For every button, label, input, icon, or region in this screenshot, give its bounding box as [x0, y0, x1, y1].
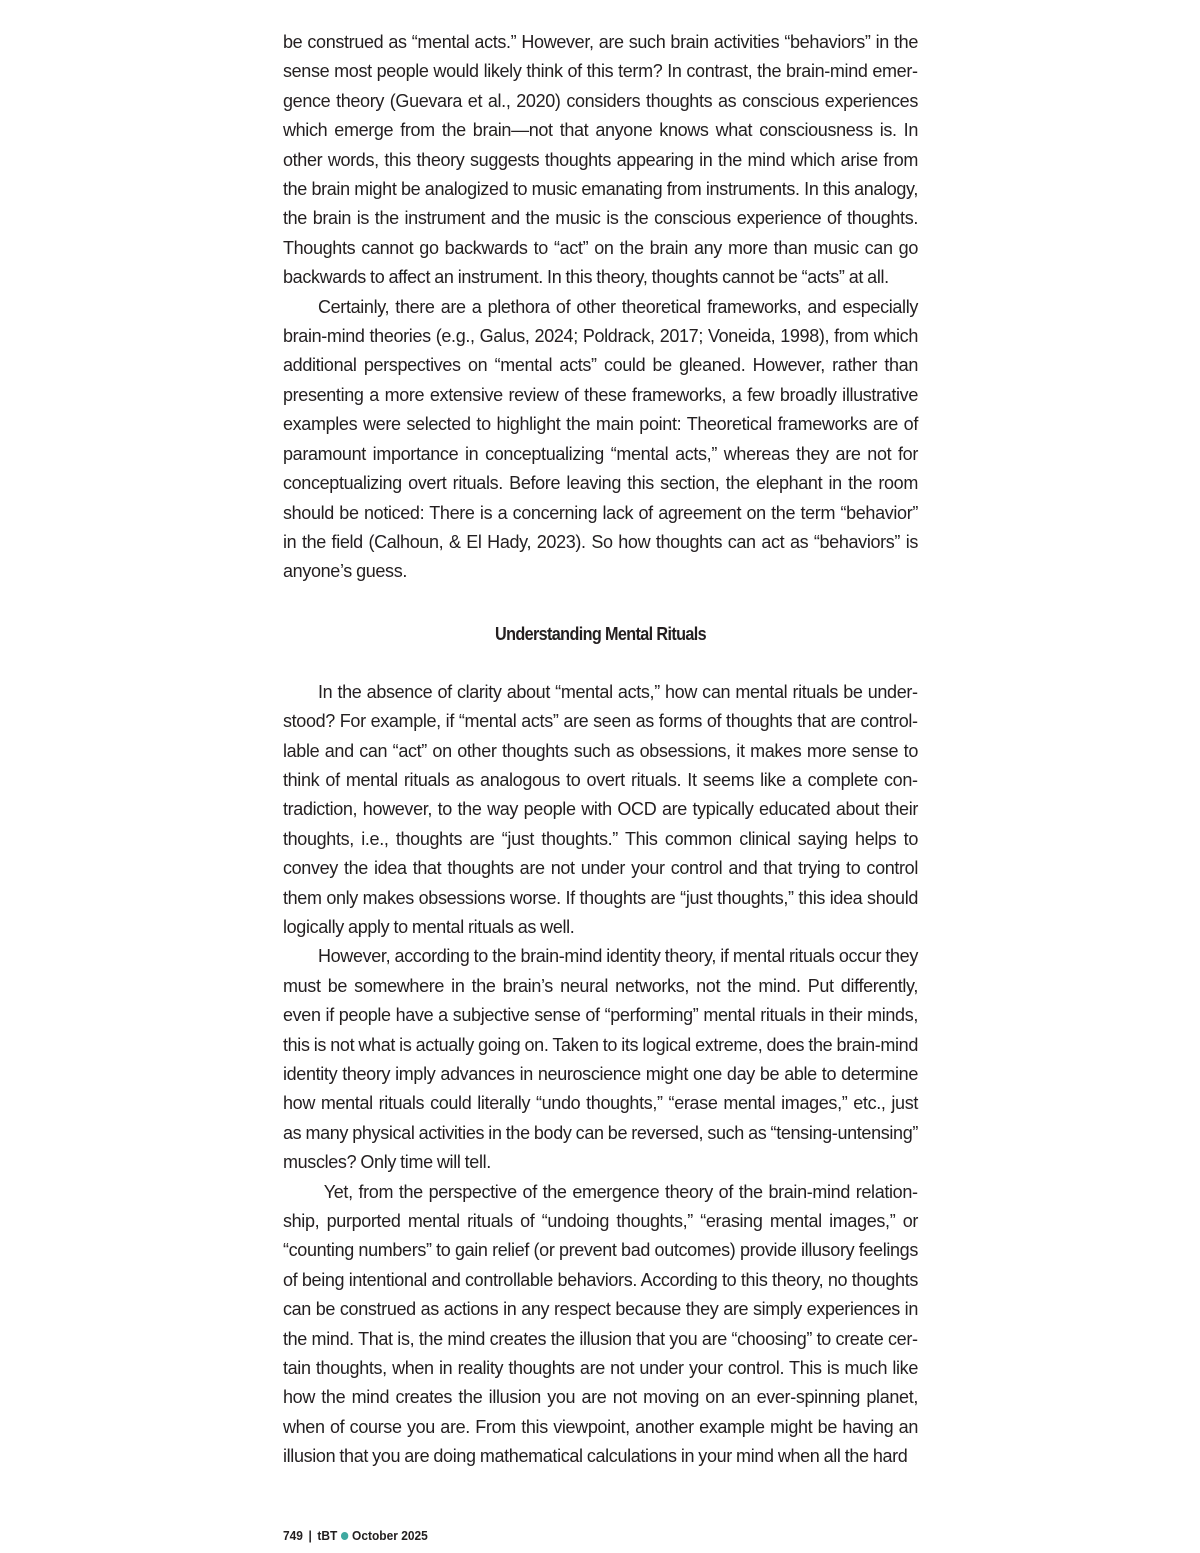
footer-separator: | [308, 1528, 312, 1543]
journal-name: tBT [317, 1528, 338, 1543]
body-paragraph-5: Yet, from the perspective of the emergence theory of the brain-mind relationship, purported mental rituals of “undoing thoughts,” “erasing mental images,” or “counting numbers” to gain relief (or prevent bad outcomes) provide illusory feelings of being intentional and controllable behaviors. According to this theory, no thoughts can be construed as actions in any respect because they are simply experiences in the mind. That is, the mind creates the illusion that you are “choosing” to create certain thoughts, when in reality thoughts are not under your control. This is much like how the mind creates the illusion you are not moving on an ever-spinning planet, when of course you are. From this viewpoint, another example might be having an illusion that you are doing mathematical calculations in your mind when all the hard [283, 1181, 923, 1467]
body-paragraph-4: However, according to the brain-mind identity theory, if mental rituals occur they must be somewhere in the brain’s neural networks, not the mind. Put differently, even if people have a subjective sense of “performing” mental rituals in their minds, this is not what is actually going on. Taken to its logical extreme, does the brain-mind identity theory imply advances in neuroscience might one day be able to determine how mental rituals could literally “undo thoughts,” “erase mental images,” etc., just as many physical activities in the body can be reversed, such as “tensing-untensing” muscles? Only time will tell. [283, 946, 918, 1173]
issue-date: October 2025 [352, 1528, 428, 1543]
page-footer [283, 1527, 428, 1545]
page-number: 749 [283, 1528, 303, 1543]
body-paragraph-1: be construed as “mental acts.” However, are such brain activities “behaviors” in the sense most people would likely think of this term? In contrast, the brain-mind emergence theory (Guevara et al., 2020) considers thoughts as conscious experiences which emerge from the brain—not that anyone knows what consciousness is. In other words, this theory suggests thoughts appearing in the mind which arise from the brain might be analogized to music emanating from instruments. In this analogy, the brain is the instrument and the music is the conscious experience of thoughts. Thoughts cannot go backwards to “act” on the brain any more than music can go backwards to affect an instrument. In this theory, thoughts cannot be “acts” at all. [283, 32, 918, 288]
section-heading: Understanding Mental Rituals [495, 623, 706, 644]
bullet-dot-icon [341, 1532, 348, 1540]
article-body [283, 28, 923, 1472]
body-paragraph-3: In the absence of clarity about “mental acts,” how can mental rituals be understood? For example, if “mental acts” are seen as forms of thoughts that are controllable and can “act” on other thoughts such as obsessions, it makes more sense to think of mental rituals as analogous to overt rituals. It seems like a complete contradiction, however, to the way people with OCD are typically educated about their thoughts, i.e., thoughts are “just thoughts.” This common clinical saying helps to convey the idea that thoughts are not under your control and that trying to control them only makes obsessions worse. If thoughts are “just thoughts,” this idea should logically apply to mental rituals as well. [283, 681, 918, 937]
body-paragraph-2: Certainly, there are a plethora of other theoretical frameworks, and especially brain-mind theories (e.g., Galus, 2024; Poldrack, 2017; Voneida, 1998), from which additional perspectives on “mental acts” could be gleaned. However, rather than presenting a more extensive review of these frameworks, a few broadly illustrative examples were selected to highlight the main point: Theoretical frameworks are of paramount importance in conceptualizing “mental acts,” whereas they are not for conceptualizing overt rituals. Before leaving this section, the elephant in the room should be noticed: There is a concerning lack of agreement on the term “behavior” in the field (Calhoun, & El Hady, 2023). So how thoughts can act as “behaviors” is anyone’s guess. [283, 296, 918, 582]
